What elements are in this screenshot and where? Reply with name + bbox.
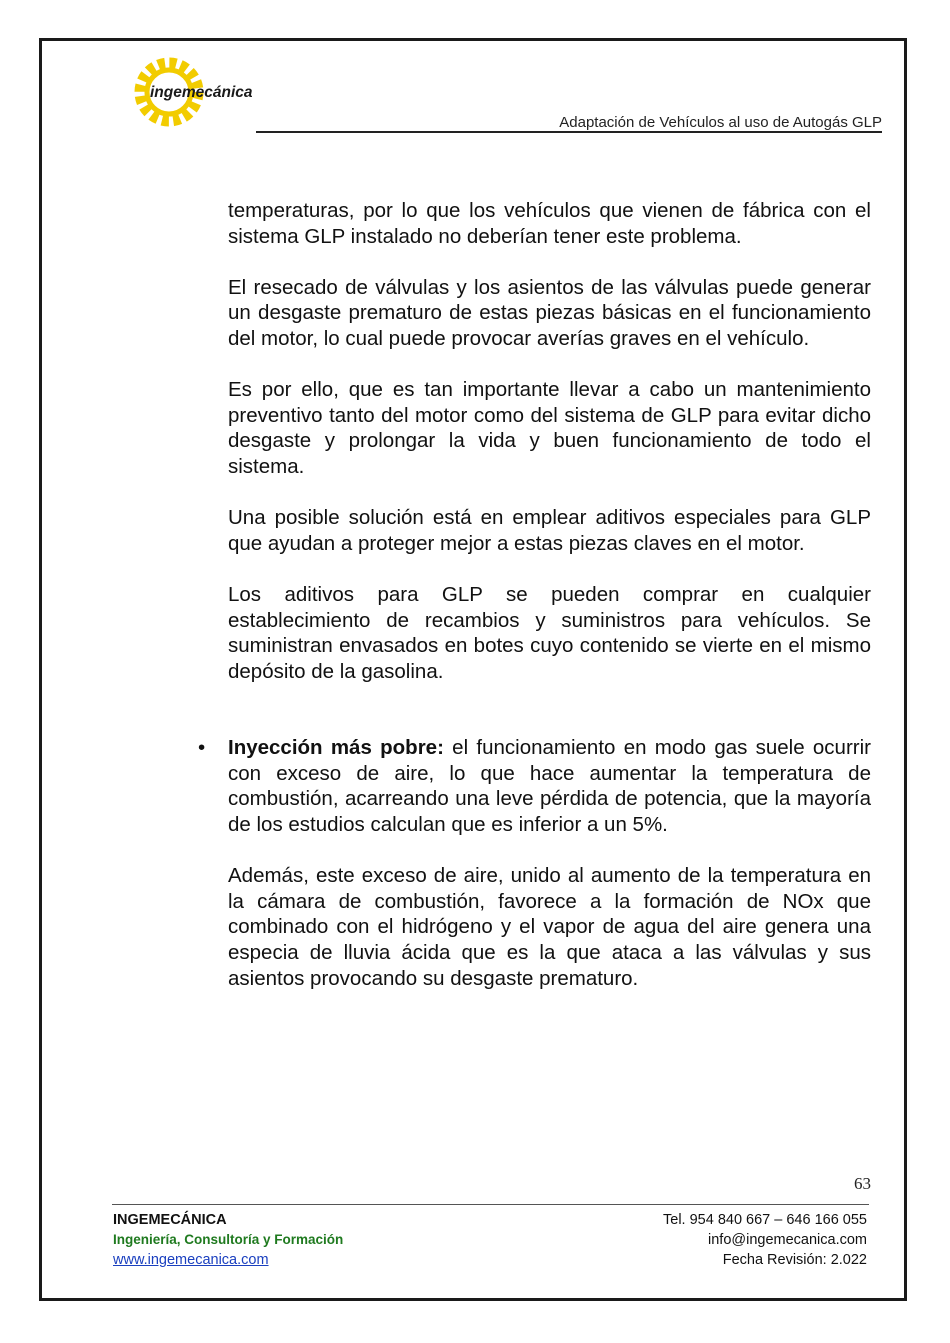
bullet-text: el funcionamiento en modo gas suele ocurrir con exceso de aire, lo que hace aumentar la temperatura de combustión, acarreando una leve pérdida de potencia, que la mayoría de los estudios calculan que es inferior a un 5%. xyxy=(228,736,871,837)
header-divider xyxy=(256,131,882,133)
bullet-title: Inyección más pobre: xyxy=(228,736,444,760)
website-link[interactable]: www.ingemecanica.com xyxy=(113,1252,269,1268)
document-title: Adaptación de Vehículos al uso de Autogás GLP xyxy=(559,114,882,131)
main-content xyxy=(198,198,871,1017)
paragraph: Es por ello, que es tan importante llevar a cabo un mantenimiento preventivo tanto del motor como del sistema de GLP para evitar dicho desgaste y prolongar la vida y buen funcionamiento de todo el sistema. xyxy=(228,378,871,478)
logo-text: ingemecánica xyxy=(150,84,253,101)
page-number: 63 xyxy=(854,1174,871,1193)
footer-email: info@ingemecanica.com xyxy=(708,1232,867,1248)
bullet-item xyxy=(198,735,871,837)
paragraph: El resecado de válvulas y los asientos de las válvulas puede generar un desgaste prematuro de estas piezas básicas en el funcionamiento del motor, lo cual puede provocar averías graves en el vehículo. xyxy=(228,275,871,350)
paragraph: Los aditivos para GLP se pueden comprar en cualquier establecimiento de recambios y suministros para vehículos. Se suministran envasados en botes cuyo contenido se vierte en el mismo depósito de la gasolina. xyxy=(228,582,871,683)
footer-revision: Fecha Revisión: 2.022 xyxy=(722,1252,867,1268)
paragraph: temperaturas, por lo que los vehículos que vienen de fábrica con el sistema GLP instalado no deberían tener este problema. xyxy=(228,199,871,248)
footer-tagline: Ingeniería, Consultoría y Formación xyxy=(113,1232,344,1247)
footer-company: INGEMECÁNICA xyxy=(113,1212,227,1228)
bullet-icon: • xyxy=(198,736,206,760)
paragraph: Además, este exceso de aire, unido al aumento de la temperatura en la cámara de combustión, favorece a la formación de NOx que combinado con el hidrógeno y el vapor de agua del aire genera una especia de lluvia ácida que es la que ataca a las válvulas y sus asientos provocando su desgaste prematuro. xyxy=(228,864,871,990)
footer-right xyxy=(663,1210,867,1270)
footer-divider xyxy=(112,1204,869,1205)
paragraph: Una posible solución está en emplear aditivos especiales para GLP que ayudan a proteger mejor a estas piezas claves en el motor. xyxy=(228,506,871,555)
footer-phone: Tel. 954 840 667 – 646 166 055 xyxy=(663,1212,867,1228)
ingemecanica-logo xyxy=(130,55,270,130)
footer-left xyxy=(113,1210,343,1270)
